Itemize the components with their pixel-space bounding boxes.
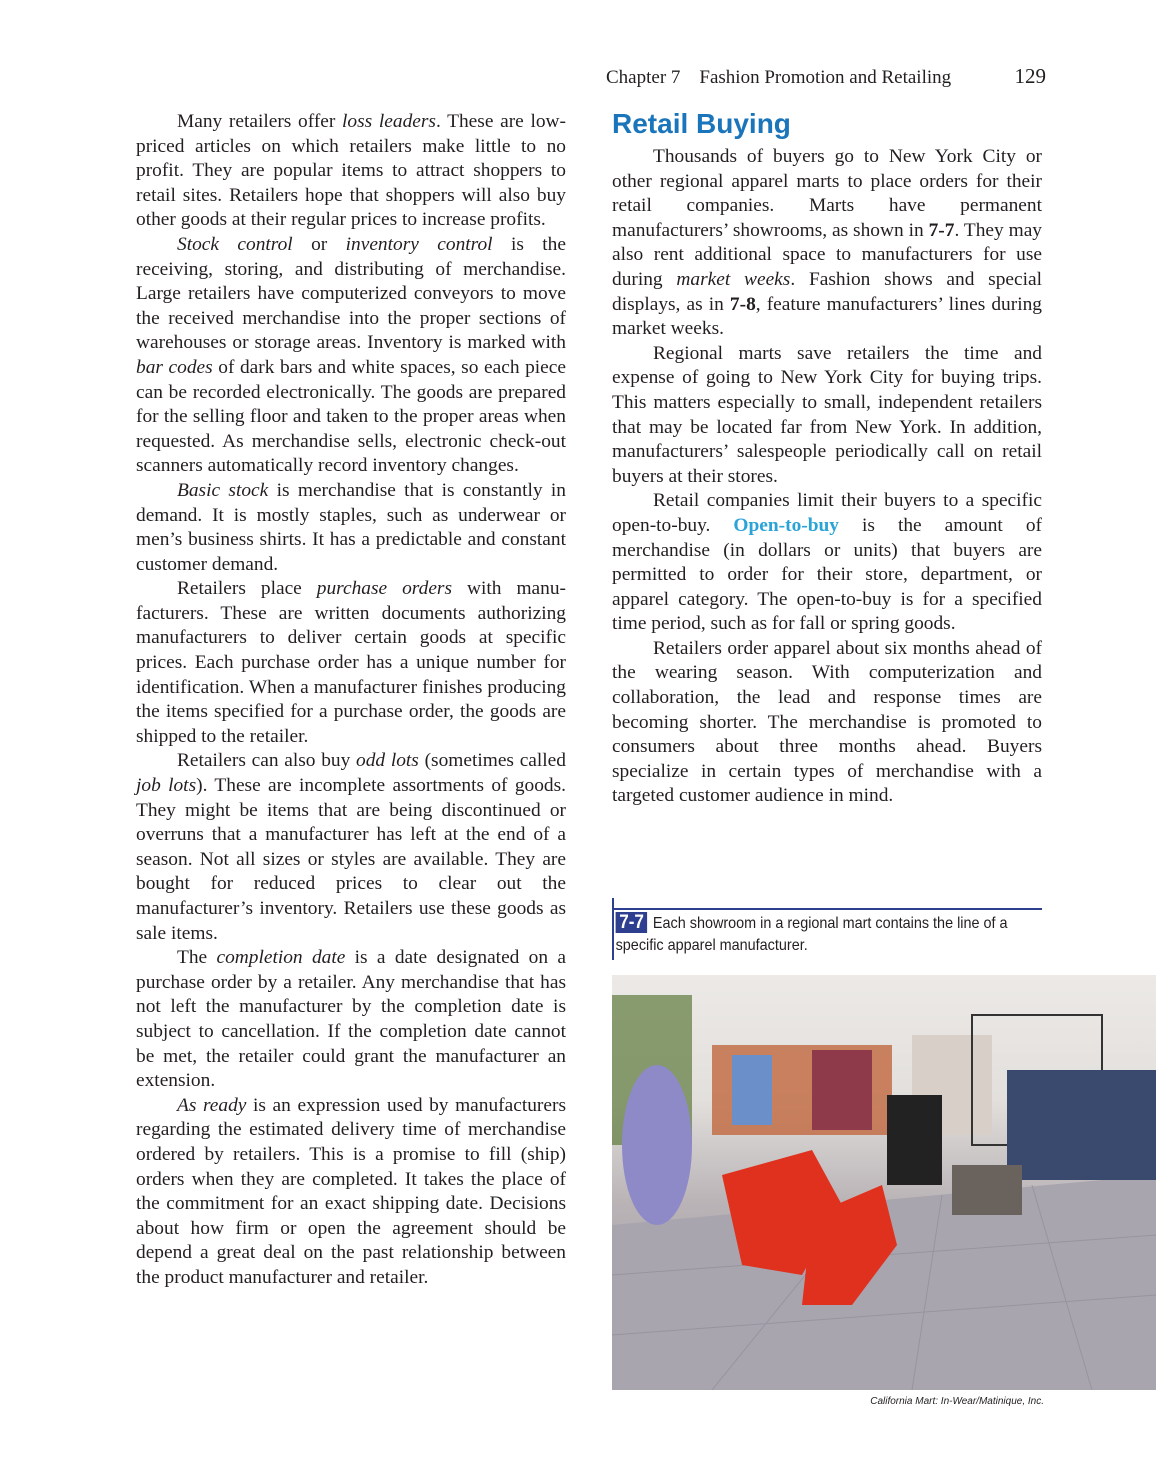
- chapter-title: Fashion Promotion and Retailing: [699, 67, 952, 88]
- running-header: [606, 64, 1046, 89]
- text-run: or: [292, 233, 346, 255]
- text-run: Regional marts save retailers the time and expense of going to New York City for buying trips. This matters especially to small, independent retailers that may be located far from New York. In addition, manufacturers’ salespeople periodically call on retail buyers at their stores.: [612, 342, 1042, 487]
- showroom-illustration: [612, 975, 1156, 1390]
- section-title: Retail Buying: [612, 108, 791, 139]
- text-run: Thousands of buyers go to New York City or other regional apparel marts to place orders for their retail companies. Marts have permanent manufacturers’ showrooms, as shown in: [612, 146, 1042, 241]
- paragraph: [136, 749, 566, 946]
- paragraph: [612, 145, 1042, 342]
- showroom-photo: [612, 975, 1156, 1390]
- figure-number: 7-7: [616, 912, 648, 933]
- text-run: Retailers can also buy: [177, 750, 357, 772]
- photo-credit: California Mart: In-Wear/Matinique, Inc.: [870, 1396, 1044, 1407]
- text-run: . These are low-priced articles on which retailers make little to no profit. They are popular items to attract shoppers to retail sites. Retailers hope that shoppers will also buy other goods at their regular prices to increase profits.: [136, 111, 566, 231]
- paragraph: [612, 342, 1042, 490]
- text-run: Retailers order apparel about six months ahead of the wearing season. With computerization and collaboration, the lead and response times are becoming shorter. The merchandise is promoted to consumers about three months ahead. Buyers specialize in certain types of merchandise with a targeted customer audience in mind.: [612, 637, 1042, 807]
- emphasized-text: 7-8: [729, 293, 756, 315]
- figure-caption: [612, 908, 1042, 957]
- paragraph: [136, 110, 566, 233]
- emphasized-text: job lots: [136, 775, 197, 797]
- right-column: [612, 145, 1042, 809]
- paragraph: [136, 946, 566, 1094]
- page-number: 129: [1014, 64, 1046, 88]
- text-run: is a date designated on a purchase order by a retailer. Any merchandise that has not left the manufacturer by the completion date is subject to cancellation. If the completion date cannot be met, the retailer could grant the manufacturer an extension.: [136, 947, 566, 1092]
- text-run: The: [177, 947, 217, 969]
- emphasized-text: Basic stock: [177, 479, 269, 501]
- paragraph: [612, 489, 1042, 637]
- text-run: Retailers place: [177, 578, 317, 600]
- paragraph: [136, 1094, 566, 1291]
- text-run: . They may also rent additional space to manufacturers for use during: [612, 219, 1042, 290]
- paragraph: [612, 637, 1042, 809]
- paragraph: [136, 577, 566, 749]
- key-term: Open-to-buy: [733, 514, 839, 536]
- emphasized-text: 7-7: [928, 219, 955, 241]
- text-run: Retail companies limit their buyers to a specific open-to-buy.: [612, 490, 1042, 536]
- text-run: . Fashion shows and special displays, as in: [612, 268, 1042, 315]
- text-run: ). These are incomplete assortments of goods. They might be items that are being discontinued or overruns that a manufacturer has left at the end of a season. Not all sizes or styles are available. They are bought for reduced prices to clear out the manufacturer’s inventory. Retailers use these goods as sale items.: [136, 775, 566, 944]
- emphasized-text: odd lots: [356, 750, 419, 772]
- emphasized-text: market weeks: [676, 268, 791, 290]
- emphasized-text: purchase orders: [316, 578, 453, 600]
- paragraph: [136, 233, 566, 479]
- chapter-number: Chapter 7: [606, 67, 681, 88]
- text-run: with manufacturers. These are written documents authorizing manufacturers to deliver certain goods at specific prices. Each purchase order has a unique number for identification. When a manufacturer finishes producing the items specified for a purchase order, the goods are shipped to the retailer.: [136, 578, 566, 747]
- emphasized-text: bar codes: [136, 356, 213, 378]
- emphasized-text: completion date: [216, 947, 346, 969]
- text-run: is the receiving, storing, and distributing of merchandise. Large retailers have computerized conveyors to move the received merchandise into the proper sections of warehouses or storage areas. Inventory is marked with: [136, 233, 566, 354]
- text-run: , feature manufacturers’ lines during market weeks.: [612, 293, 1042, 340]
- emphasized-text: inventory control: [345, 233, 493, 255]
- text-run: is merchandise that is constantly in demand. It is mostly staples, such as underwear or men’s business shirts. It has a predictable and constant customer demand.: [136, 479, 566, 575]
- text-run: Many retailers offer: [177, 111, 343, 132]
- text-run: of dark bars and white spaces, so each piece can be recorded electronically. The goods are prepared for the selling floor and taken to the proper areas when requested. As merchandise sells, electronic check-out scanners automatically record inventory changes.: [136, 356, 566, 477]
- text-run: is the amount of merchandise (in dollars or units) that buyers are permitted to order for their store, department, or apparel category. The open-to-buy is for a specified time period, such as for fall or spring goods.: [612, 514, 1042, 635]
- text-run: is an expression used by manufacturers regarding the estimated delivery time of merchandise ordered by retailers. This is a promise to fill (ship) orders when they are completed. It takes the place of the commitment for an exact shipping date. Decisions about how firm or open the agreement should be depend a great deal on the past relationship between the product manufacturer and retailer.: [136, 1094, 566, 1288]
- caption-text: Each showroom in a regional mart contains the line of a specific apparel manufacturer.: [615, 915, 1008, 954]
- emphasized-text: loss leaders: [342, 111, 436, 132]
- paragraph: [136, 479, 566, 577]
- emphasized-text: As ready: [177, 1094, 247, 1116]
- text-run: (sometimes called: [418, 750, 566, 772]
- emphasized-text: Stock control: [177, 233, 293, 255]
- left-column: [136, 110, 566, 1291]
